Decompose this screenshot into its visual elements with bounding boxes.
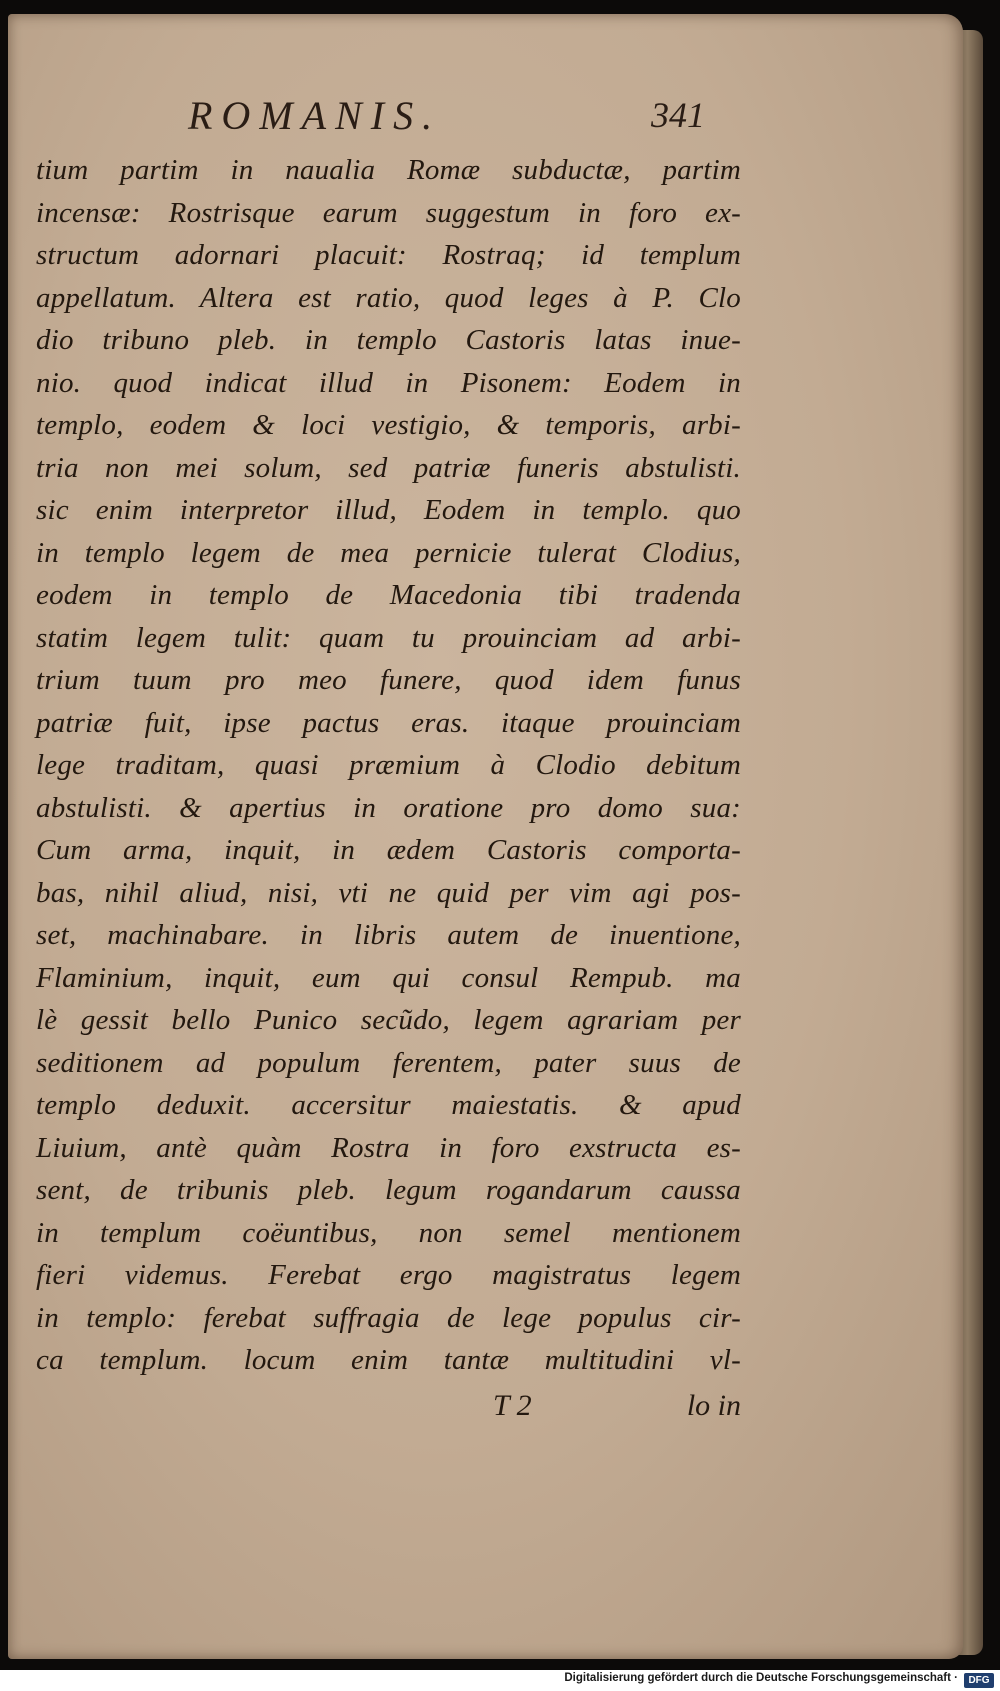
- text-line: trium tuum pro meo funere, quod idem funus: [36, 664, 741, 696]
- text-line: in templo legem de mea pernicie tulerat Clodius,: [36, 536, 741, 569]
- text-line: lè gessit bello Punico secũdo, legem agrariam per: [36, 1004, 741, 1036]
- text-line: incensæ: Rostrisque earum suggestum in foro ex-: [36, 196, 741, 229]
- body-text: [36, 149, 741, 1382]
- text-line: tria non mei solum, sed patriæ funeris abstulisti.: [36, 451, 741, 484]
- text-line: eodem in templo de Macedonia tibi tradenda: [36, 579, 741, 611]
- text-line: sent, de tribunis pleb. legum rogandarum caussa: [36, 1174, 741, 1206]
- digitization-credit-bar: [0, 1670, 1000, 1691]
- text-line: Liuium, antè quàm Rostra in foro exstructa es-: [36, 1131, 741, 1164]
- catchword: lo in: [686, 1389, 741, 1422]
- text-line: fieri videmus. Ferebat ergo magistratus legem: [36, 1259, 741, 1291]
- page-number: 341: [651, 95, 705, 135]
- text-line: in templum coëuntibus, non semel mentionem: [36, 1216, 741, 1249]
- text-line: in templo: ferebat suffragia de lege populus cir-: [36, 1301, 741, 1334]
- text-line: sic enim interpretor illud, Eodem in templo. quo: [36, 494, 741, 526]
- text-line: dio tribuno pleb. in templo Castoris latas inue-: [36, 324, 741, 356]
- text-line: seditionem ad populum ferentem, pater suus de: [36, 1046, 741, 1079]
- text-line: ca templum. locum enim tantæ multitudini vl-: [36, 1344, 741, 1376]
- funding-credit: Digitalisierung gefördert durch die Deutsche Forschungsgemeinschaft ·: [564, 1672, 958, 1684]
- running-title: ROMANIS.: [188, 93, 442, 138]
- text-line: nio. quod indicat illud in Pisonem: Eodem in: [36, 366, 741, 399]
- text-line: bas, nihil aliud, nisi, vti ne quid per vim agi pos-: [36, 876, 741, 909]
- text-line: statim legem tulit: quam tu prouinciam ad arbi-: [36, 621, 741, 654]
- text-line: tium partim in naualia Romæ subductæ, partim: [36, 154, 741, 186]
- book-page: [8, 14, 963, 1659]
- text-line: structum adornari placuit: Rostraq; id templum: [36, 239, 741, 271]
- text-line: templo deduxit. accersitur maiestatis. & apud: [36, 1089, 741, 1121]
- text-line: patriæ fuit, ipse pactus eras. itaque prouinciam: [36, 706, 741, 739]
- text-line: abstulisti. & apertius in oratione pro domo sua:: [36, 791, 741, 824]
- dfg-logo-icon: DFG: [964, 1673, 994, 1688]
- signature-mark: T 2: [493, 1389, 532, 1422]
- text-line: Cum arma, inquit, in ædem Castoris comporta-: [36, 834, 741, 866]
- text-line: Flaminium, inquit, eum qui consul Rempub. ma: [36, 961, 741, 994]
- text-line: templo, eodem & loci vestigio, & temporis, arbi-: [36, 409, 741, 441]
- text-line: set, machinabare. in libris autem de inuentione,: [36, 919, 741, 951]
- running-head: [188, 92, 728, 152]
- page-footer: [36, 1389, 741, 1431]
- text-line: appellatum. Altera est ratio, quod leges à P. Clo: [36, 281, 741, 314]
- text-line: lege traditam, quasi præmium à Clodio debitum: [36, 749, 741, 781]
